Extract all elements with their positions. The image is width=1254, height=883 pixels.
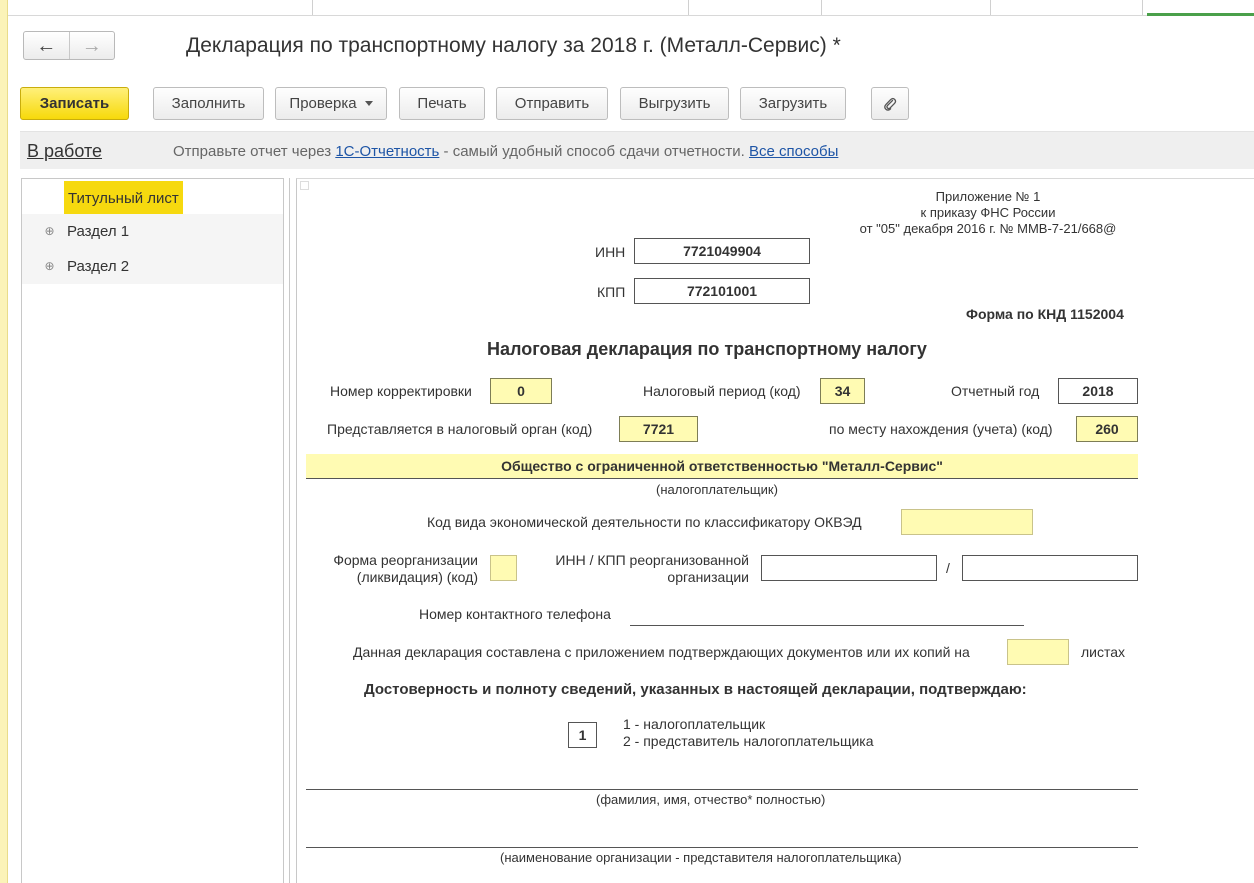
- period-field[interactable]: 34: [820, 378, 865, 404]
- appendix-line: Приложение № 1: [935, 189, 1041, 204]
- status-bar: [20, 131, 1254, 169]
- knd-code: Форма по КНД 1152004: [966, 306, 1124, 322]
- tab-separator: [990, 0, 991, 15]
- correction-field[interactable]: 0: [490, 378, 552, 404]
- signer-options: [623, 716, 874, 750]
- save-button[interactable]: Записать: [20, 87, 129, 120]
- back-button[interactable]: [24, 32, 70, 59]
- history-navigation: [23, 31, 115, 60]
- reorg-inn-label: [540, 552, 749, 586]
- fio-line[interactable]: [306, 789, 1138, 790]
- kpp-label: КПП: [597, 284, 626, 300]
- tab-separator: [821, 0, 822, 15]
- chevron-down-icon: [365, 101, 373, 106]
- form-heading: Налоговая декларация по транспортному налогу: [487, 339, 927, 359]
- status-info-middle: - самый удобный способ сдачи отчетности.: [439, 143, 749, 160]
- tab-separator: [312, 0, 313, 15]
- inn-kpp-separator: /: [946, 560, 950, 576]
- confirm-heading: Достоверность и полноту сведений, указанных в настоящей декларации, подтверждаю:: [364, 681, 1027, 698]
- sheets-unit: листах: [1081, 644, 1126, 660]
- phone-label: Номер контактного телефона: [419, 606, 611, 622]
- location-field[interactable]: 260: [1076, 416, 1138, 442]
- appendix-line: от "05" декабря 2016 г. № ММВ-7-21/668@: [859, 221, 1117, 236]
- period-label: Налоговый период (код): [643, 383, 801, 399]
- authority-label: Представляется в налоговый орган (код): [327, 421, 593, 437]
- status-info-text: [173, 143, 838, 160]
- reorg-label-line: (ликвидация) (код): [356, 569, 478, 585]
- fio-caption: (фамилия, имя, отчество* полностью): [596, 792, 826, 807]
- reorg-label: [320, 552, 478, 586]
- location-label: по месту нахождения (учета) (код): [829, 421, 1053, 437]
- okved-label: Код вида экономической деятельности по классификатору ОКВЭД: [427, 514, 862, 530]
- tree-item-section-2[interactable]: [22, 249, 283, 284]
- appendix-line: к приказу ФНС России: [920, 205, 1056, 220]
- tab-separator: [688, 0, 689, 15]
- sheets-field[interactable]: [1007, 639, 1069, 665]
- inn-field[interactable]: 7721049904: [634, 238, 810, 264]
- tree-item-label: Титульный лист: [64, 181, 183, 215]
- arrow-right-icon: →: [81, 34, 102, 57]
- reorg-inn-field[interactable]: [761, 555, 937, 581]
- sheets-label: Данная декларация составлена с приложением подтверждающих документов или их копий на: [353, 644, 970, 660]
- reorg-form-field[interactable]: [490, 555, 517, 581]
- active-tab-indicator[interactable]: [1142, 0, 1254, 15]
- check-button-label: Проверка: [289, 95, 357, 112]
- status-info-prefix: Отправьте отчет через: [173, 143, 336, 160]
- forward-button[interactable]: [70, 32, 115, 59]
- signer-type-field[interactable]: 1: [568, 722, 597, 748]
- okved-field[interactable]: [901, 509, 1033, 535]
- expand-icon[interactable]: ⊕: [44, 259, 55, 273]
- appendix-note: [843, 189, 1133, 237]
- signer-option: 2 - представитель налогоплательщика: [623, 733, 874, 749]
- inn-label: ИНН: [595, 244, 626, 260]
- tree-item-label: Раздел 1: [67, 223, 130, 240]
- document-status-link[interactable]: В работе: [27, 141, 103, 161]
- reorg-kpp-field[interactable]: [962, 555, 1138, 581]
- reorg-label-line: Форма реорганизации: [333, 552, 478, 568]
- phone-field[interactable]: [630, 606, 1024, 626]
- attach-button[interactable]: [871, 87, 909, 120]
- window-tab-strip: [0, 0, 1254, 16]
- reorg-inn-label-line: организации: [667, 569, 749, 585]
- left-panel-edge: [0, 0, 8, 883]
- kpp-field[interactable]: 772101001: [634, 278, 810, 304]
- expand-icon[interactable]: ⊕: [44, 224, 55, 238]
- export-button[interactable]: Выгрузить: [620, 87, 729, 120]
- sections-tree: [21, 178, 284, 883]
- check-dropdown-button[interactable]: [275, 87, 387, 120]
- send-button[interactable]: Отправить: [496, 87, 608, 120]
- year-label: Отчетный год: [951, 383, 1040, 399]
- taxpayer-name-field[interactable]: Общество с ограниченной ответственностью "Металл-Сервис": [306, 454, 1138, 479]
- splitter[interactable]: [289, 178, 290, 883]
- print-button[interactable]: Печать: [399, 87, 485, 120]
- paperclip-icon: [883, 96, 897, 112]
- signer-option: 1 - налогоплательщик: [623, 716, 766, 732]
- form-corner-marker: [300, 181, 309, 190]
- fill-button[interactable]: Заполнить: [153, 87, 264, 120]
- document-title: Декларация по транспортному налогу за 2018 г. (Металл-Сервис) *: [186, 34, 841, 57]
- 1c-reporting-link[interactable]: 1С-Отчетность: [335, 143, 440, 160]
- taxpayer-caption: (налогоплательщик): [656, 482, 778, 497]
- all-methods-link[interactable]: Все способы: [748, 143, 839, 160]
- correction-label: Номер корректировки: [330, 383, 472, 399]
- arrow-left-icon: ←: [36, 34, 57, 57]
- tree-item-title-page[interactable]: [22, 179, 283, 214]
- import-button[interactable]: Загрузить: [740, 87, 846, 120]
- org-caption: (наименование организации - представителя налогоплательщика): [500, 850, 902, 865]
- tree-item-section-1[interactable]: [22, 214, 283, 249]
- reorg-inn-label-line: ИНН / КПП реорганизованной: [555, 552, 749, 568]
- tree-item-label: Раздел 2: [67, 258, 130, 275]
- authority-field[interactable]: 7721: [619, 416, 698, 442]
- org-line[interactable]: [306, 847, 1138, 848]
- year-field[interactable]: 2018: [1058, 378, 1138, 404]
